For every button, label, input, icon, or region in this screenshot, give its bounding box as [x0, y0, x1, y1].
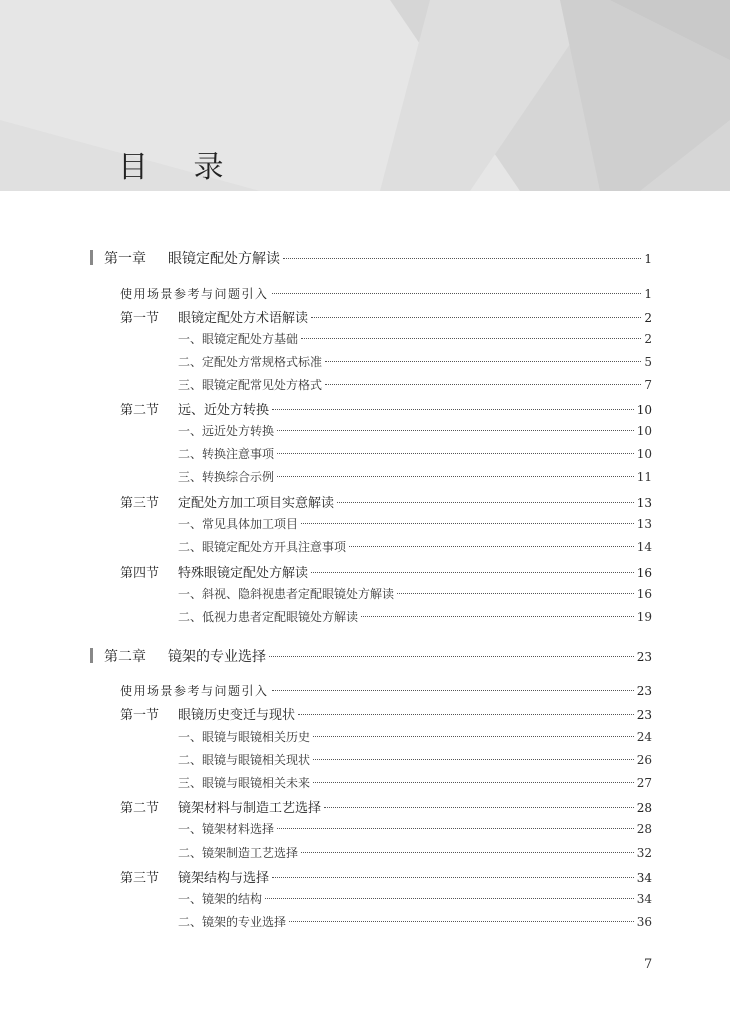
dot-leader — [283, 258, 641, 259]
toc-item[interactable] — [178, 538, 652, 555]
toc-chapter-2[interactable] — [104, 646, 652, 666]
usage-page: 23 — [636, 684, 652, 698]
dot-leader — [272, 690, 634, 691]
section-number: 第三节 — [120, 871, 160, 886]
section-title: 眼镜定配处方术语解读 — [178, 311, 309, 326]
item-label: 一、镜架的结构 — [178, 892, 263, 906]
dot-leader — [301, 523, 634, 524]
dot-leader — [361, 616, 634, 617]
chapter-page: 1 — [644, 252, 652, 266]
item-page: 10 — [636, 447, 652, 461]
dot-leader — [397, 593, 634, 594]
section-page: 34 — [636, 871, 652, 885]
toc-section-1-1[interactable] — [120, 307, 652, 326]
section-number: 第一节 — [120, 311, 160, 326]
item-label: 二、眼镜定配处方开具注意事项 — [178, 540, 347, 554]
section-number: 第二节 — [120, 801, 160, 816]
item-label: 三、转换综合示例 — [178, 470, 275, 484]
page-title: 目 录 — [118, 150, 242, 185]
chapter-number: 第一章 — [104, 251, 146, 267]
section-title: 特殊眼镜定配处方解读 — [178, 566, 309, 581]
toc-section-2-1[interactable] — [120, 704, 652, 723]
chapter-marker — [90, 648, 93, 663]
toc-item[interactable] — [178, 890, 652, 907]
toc-item[interactable] — [178, 330, 652, 347]
item-page: 2 — [644, 332, 652, 346]
dot-leader — [272, 409, 634, 410]
section-number: 第三节 — [120, 496, 160, 511]
item-label: 一、常见具体加工项目 — [178, 517, 299, 531]
item-label: 一、远近处方转换 — [178, 424, 275, 438]
chapter-title: 镜架的专业选择 — [168, 649, 266, 665]
item-label: 二、镜架的专业选择 — [178, 915, 287, 929]
dot-leader — [277, 453, 634, 454]
item-label: 三、眼镜与眼镜相关未来 — [178, 776, 311, 790]
item-page: 19 — [636, 610, 652, 624]
section-page: 2 — [644, 311, 652, 325]
usage-label: 使用场景参考与问题引入 — [120, 287, 269, 301]
section-title: 镜架结构与选择 — [178, 871, 270, 886]
toc-item[interactable] — [178, 913, 652, 930]
toc-section-2-2[interactable] — [120, 797, 652, 816]
toc-section-2-3[interactable] — [120, 867, 652, 886]
section-title: 镜架材料与制造工艺选择 — [178, 801, 322, 816]
toc-section-1-3[interactable] — [120, 492, 652, 511]
item-page: 14 — [636, 540, 652, 554]
dot-leader — [313, 759, 634, 760]
dot-leader — [313, 736, 634, 737]
usage-page: 1 — [644, 287, 652, 301]
item-label: 三、眼镜定配常见处方格式 — [178, 378, 323, 392]
item-page: 7 — [644, 378, 652, 392]
item-label: 二、镜架制造工艺选择 — [178, 846, 299, 860]
toc-item[interactable] — [178, 468, 652, 485]
dot-leader — [325, 361, 641, 362]
dot-leader — [272, 293, 642, 294]
header-geometric-pattern — [0, 0, 730, 191]
toc-section-1-4[interactable] — [120, 562, 652, 581]
page-number: 7 — [644, 957, 653, 972]
section-number: 第一节 — [120, 708, 160, 723]
dot-leader — [301, 338, 641, 339]
item-page: 13 — [636, 517, 652, 531]
section-page: 16 — [636, 566, 652, 580]
section-number: 第二节 — [120, 403, 160, 418]
chapter-title: 眼镜定配处方解读 — [168, 251, 280, 267]
chapter-number: 第二章 — [104, 649, 146, 665]
item-page: 32 — [636, 846, 652, 860]
section-page: 13 — [636, 496, 652, 510]
chapter-marker — [90, 250, 93, 265]
item-page: 26 — [636, 753, 652, 767]
toc-item[interactable] — [178, 608, 652, 625]
section-page: 28 — [636, 801, 652, 815]
dot-leader — [337, 502, 634, 503]
item-page: 27 — [636, 776, 652, 790]
toc-item[interactable] — [178, 751, 652, 768]
header-band — [0, 0, 730, 191]
toc-item[interactable] — [178, 728, 652, 745]
dot-leader — [289, 921, 634, 922]
item-page: 10 — [636, 424, 652, 438]
dot-leader — [349, 546, 634, 547]
item-page: 24 — [636, 730, 652, 744]
toc-item[interactable] — [178, 422, 652, 439]
item-label: 二、定配处方常规格式标准 — [178, 355, 323, 369]
dot-leader — [269, 656, 634, 657]
dot-leader — [301, 852, 634, 853]
dot-leader — [298, 714, 634, 715]
item-page: 36 — [636, 915, 652, 929]
dot-leader — [277, 430, 634, 431]
section-number: 第四节 — [120, 566, 160, 581]
dot-leader — [311, 317, 641, 318]
chapter-page: 23 — [636, 650, 652, 664]
usage-label: 使用场景参考与问题引入 — [120, 684, 269, 698]
toc-usage-2[interactable] — [120, 682, 652, 699]
dot-leader — [277, 828, 634, 829]
toc-item[interactable] — [178, 585, 652, 602]
section-page: 23 — [636, 708, 652, 722]
item-label: 一、眼镜与眼镜相关历史 — [178, 730, 311, 744]
item-page: 34 — [636, 892, 652, 906]
toc-item[interactable] — [178, 774, 652, 791]
toc-item[interactable] — [178, 445, 652, 462]
toc-chapter-1[interactable] — [104, 248, 652, 268]
item-label: 一、斜视、隐斜视患者定配眼镜处方解读 — [178, 587, 395, 601]
toc-item[interactable] — [178, 353, 652, 370]
dot-leader — [277, 476, 634, 477]
toc-item[interactable] — [178, 844, 652, 861]
item-page: 11 — [636, 470, 652, 484]
item-label: 二、低视力患者定配眼镜处方解读 — [178, 610, 359, 624]
toc-item[interactable] — [178, 376, 652, 393]
item-label: 一、镜架材料选择 — [178, 822, 275, 836]
section-title: 定配处方加工项目实意解读 — [178, 496, 335, 511]
item-label: 一、眼镜定配处方基础 — [178, 332, 299, 346]
item-page: 28 — [636, 822, 652, 836]
item-label: 二、眼镜与眼镜相关现状 — [178, 753, 311, 767]
toc-usage-1[interactable] — [120, 285, 652, 302]
item-label: 二、转换注意事项 — [178, 447, 275, 461]
section-page: 10 — [636, 403, 652, 417]
toc-item[interactable] — [178, 820, 652, 837]
item-page: 16 — [636, 587, 652, 601]
dot-leader — [324, 807, 634, 808]
dot-leader — [311, 572, 634, 573]
item-page: 5 — [644, 355, 652, 369]
dot-leader — [272, 877, 634, 878]
section-title: 远、近处方转换 — [178, 403, 270, 418]
toc-item[interactable] — [178, 515, 652, 532]
dot-leader — [325, 384, 641, 385]
toc-section-1-2[interactable] — [120, 399, 652, 418]
dot-leader — [313, 782, 634, 783]
section-title: 眼镜历史变迁与现状 — [178, 708, 296, 723]
dot-leader — [265, 898, 634, 899]
